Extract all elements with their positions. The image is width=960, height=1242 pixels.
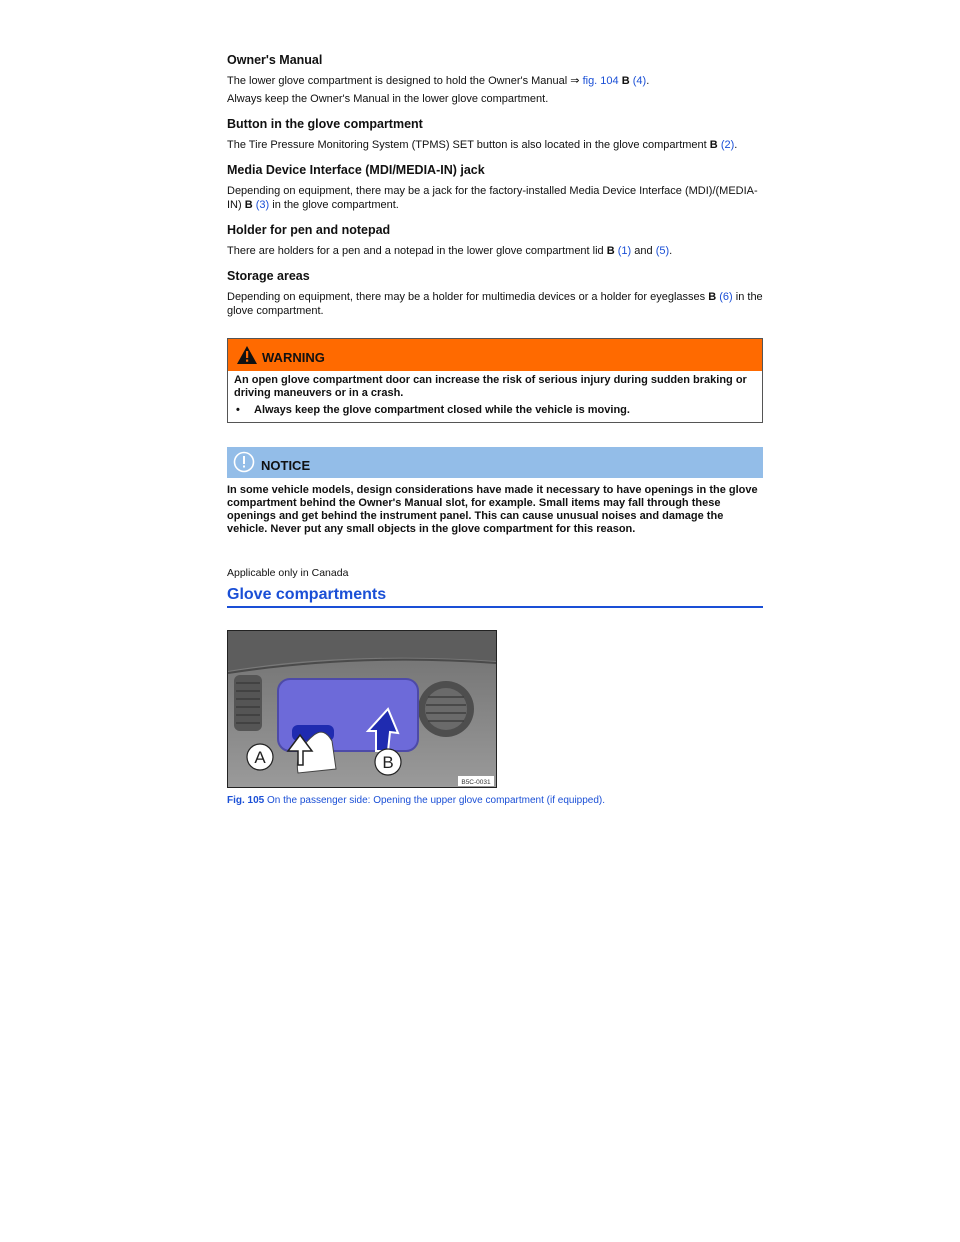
page-content: [227, 52, 763, 807]
storage-text: Depending on equipment, there may be a holder for multimedia devices or a holder for eyeglasses B (6) in the glove compartment.: [227, 291, 763, 317]
owners-manual-text-2: Always keep the Owner's Manual in the lower glove compartment.: [227, 93, 549, 105]
ref-4-link[interactable]: (4): [632, 75, 647, 87]
figure-code: B5C-0031: [461, 779, 491, 786]
warning-header: [228, 339, 762, 371]
applicability-note: Applicable only in Canada: [227, 567, 349, 579]
warning-body: [228, 371, 762, 422]
mdi-text: Depending on equipment, there may be a jack for the factory-installed Media Device Interface (MDI)/(MEDIA-IN) B (3) in the glove compartment.: [227, 185, 758, 211]
section-storage: [227, 268, 763, 318]
ref-6-link[interactable]: (6): [719, 291, 733, 303]
fig-104-link[interactable]: fig. 104: [582, 75, 619, 87]
heading-owners-manual: Owner's Manual: [227, 53, 323, 67]
holder-text: There are holders for a pen and a notepad in the lower glove compartment lid B (1) and (5).: [227, 245, 673, 257]
figure-label-b: B: [382, 753, 394, 772]
heading-holder: Holder for pen and notepad: [227, 223, 391, 237]
figure-glove-compartment: [227, 630, 497, 788]
notice-exclamation-icon: [233, 451, 255, 473]
warning-bullet-text: Always keep the glove compartment closed while the vehicle is moving.: [254, 404, 630, 416]
ref-2-link[interactable]: (2): [720, 139, 735, 151]
notice-box: [227, 447, 763, 536]
section-holder: [227, 222, 763, 258]
warning-box: [227, 338, 763, 423]
warning-text: An open glove compartment door can increase the risk of serious injury during sudden braking or driving maneuvers or in a crash.: [234, 374, 747, 399]
owners-manual-text-1: The lower glove compartment is designed to hold the Owner's Manual ⇒ fig. 104 B (4).: [227, 75, 650, 87]
figure-caption-text: On the passenger side: Opening the upper glove compartment (if equipped).: [267, 795, 606, 806]
figure-label-a: A: [254, 748, 266, 767]
notice-title: NOTICE: [261, 458, 311, 473]
section-mdi: [227, 162, 763, 212]
button-text: The Tire Pressure Monitoring System (TPMS) SET button is also located in the glove compartment B (2).: [227, 139, 738, 151]
notice-header: [227, 447, 763, 478]
bullet-dot: •: [236, 404, 240, 416]
warning-bullet: [234, 404, 754, 417]
heading-mdi: Media Device Interface (MDI/MEDIA-IN) jack: [227, 163, 485, 177]
section-title: Glove compartments: [227, 586, 763, 608]
glove-compartment-illustration: [228, 631, 496, 787]
warning-title: WARNING: [262, 350, 325, 365]
section-button: [227, 116, 763, 152]
warning-triangle-icon: [236, 345, 258, 365]
heading-button: Button in the glove compartment: [227, 117, 423, 131]
heading-storage: Storage areas: [227, 269, 310, 283]
ref-1-link[interactable]: (1): [617, 245, 632, 257]
figure-caption: [227, 794, 763, 807]
ref-3-link[interactable]: (3): [255, 199, 270, 211]
figure-number: Fig. 105: [227, 795, 265, 806]
ref-5-link[interactable]: (5): [655, 245, 670, 257]
notice-text: In some vehicle models, design considerations have made it necessary to have openings in the glove compartment behind the Owner's Manual slot, for example. Small items may fall through these openings and get behind the instrument panel. This can cause unusual noises and damage the vehicle. Never put any small objects in the glove compartment for this reason.: [227, 484, 758, 535]
section-owners-manual: [227, 52, 763, 106]
